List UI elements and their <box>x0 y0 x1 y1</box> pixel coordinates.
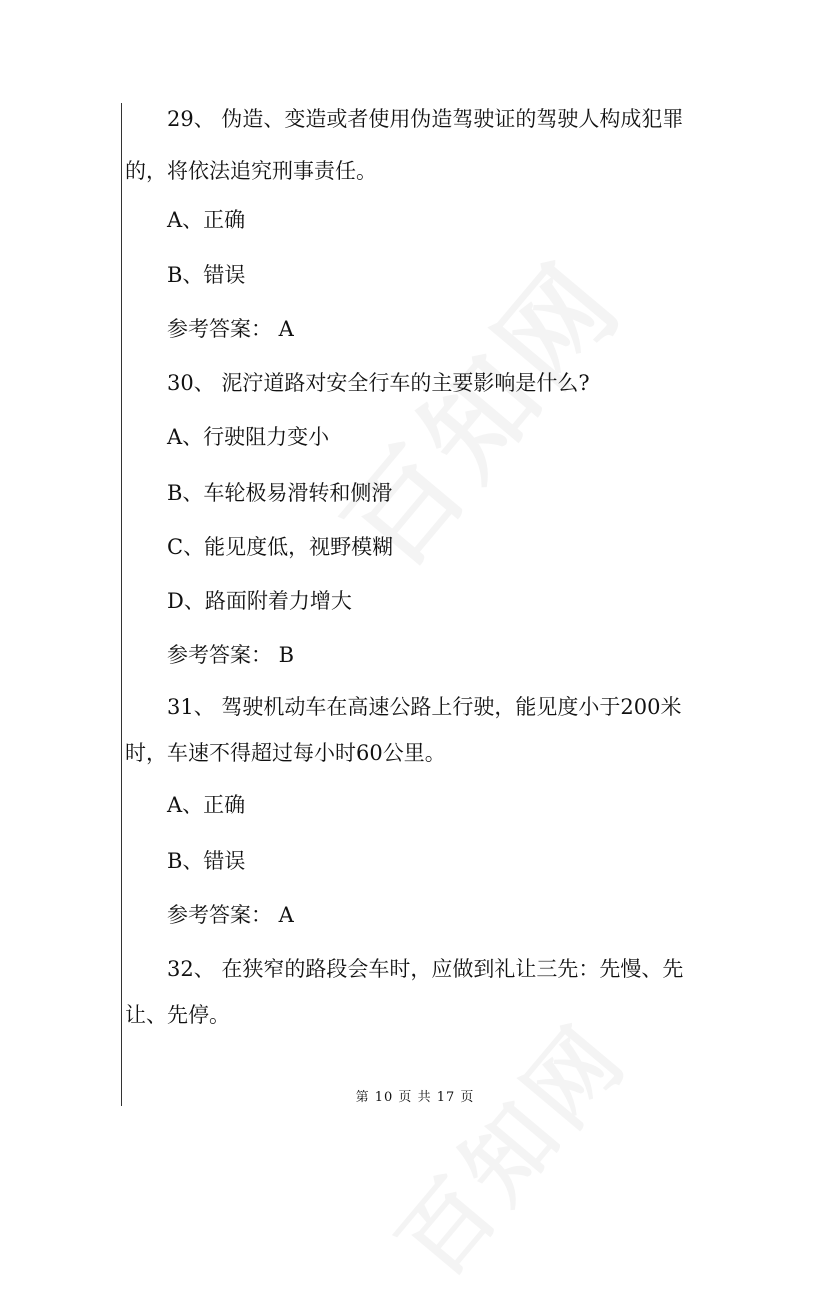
question-29-option-a: A、正确 <box>167 208 246 232</box>
question-31-text-cont: 时，车速不得超过每小时60公里。 <box>125 741 446 765</box>
question-30-answer: 参考答案： B <box>167 643 295 667</box>
question-30-text: 30、 泥泞道路对安全行车的主要影响是什么? <box>167 371 590 395</box>
question-31-answer: 参考答案： A <box>167 903 294 927</box>
question-29-text: 29、 伪造、变造或者使用伪造驾驶证的驾驶人构成犯罪 <box>167 107 684 131</box>
question-31-option-a: A、正确 <box>167 793 246 817</box>
question-29-text-cont: 的，将依法追究刑事责任。 <box>125 159 377 183</box>
question-30-option-c: C、能见度低，视野模糊 <box>167 535 394 559</box>
margin-line <box>121 103 122 1106</box>
question-30-option-a: A、行驶阻力变小 <box>167 425 330 449</box>
question-31-option-b: B、错误 <box>167 849 246 873</box>
question-32-text: 32、 在狭窄的路段会车时，应做到礼让三先：先慢、先 <box>167 957 684 981</box>
question-30-option-b: B、车轮极易滑转和侧滑 <box>167 481 393 505</box>
watermark <box>363 991 652 1299</box>
question-29-option-b: B、错误 <box>167 263 246 287</box>
question-32-text-cont: 让、先停。 <box>125 1003 230 1027</box>
question-31-text: 31、 驾驶机动车在高速公路上行驶，能见度小于200米 <box>167 695 682 719</box>
question-29-answer: 参考答案： A <box>167 317 294 341</box>
question-30-option-d: D、路面附着力增大 <box>167 589 352 613</box>
page-number: 第 10 页 共 17 页 <box>355 1090 475 1105</box>
